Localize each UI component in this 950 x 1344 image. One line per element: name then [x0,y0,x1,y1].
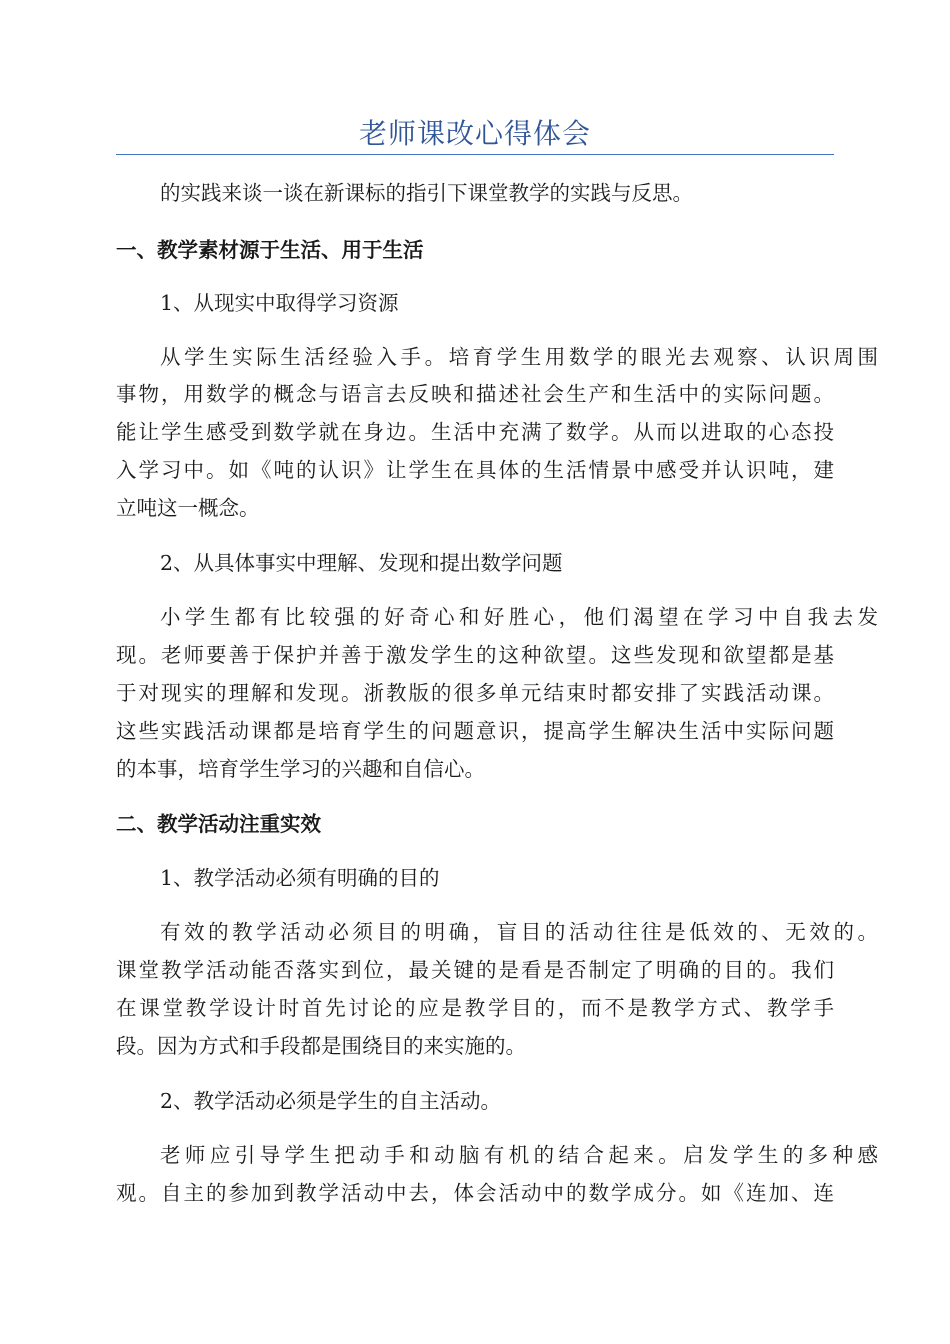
paragraph-line: 从学生实际生活经验入手。培育学生用数学的眼光去观察、认识周围 [160,345,878,369]
document-title: 老师课改心得体会 [358,117,591,150]
subheading-2-1: 1、教学活动必须有明确的目的 [160,866,440,890]
title-underline [116,154,834,155]
paragraph-line: 现。老师要善于保护并善于激发学生的这种欲望。这些发现和欲望都是基 [116,643,834,667]
paragraph-line: 在课堂教学设计时首先讨论的应是教学目的，而不是教学方式、教学手 [116,996,834,1020]
paragraph-line: 小学生都有比较强的好奇心和好胜心，他们渴望在学习中自我去发 [160,605,878,629]
paragraph-line: 的本事，培育学生学习的兴趣和自信心。 [116,757,485,781]
subheading-1-1: 1、从现实中取得学习资源 [160,291,399,315]
paragraph-line: 能让学生感受到数学就在身边。生活中充满了数学。从而以进取的心态投 [116,420,834,444]
paragraph-line: 事物，用数学的概念与语言去反映和描述社会生产和生活中的实际问题。 [116,382,834,406]
subheading-1-2: 2、从具体事实中理解、发现和提出数学问题 [160,551,563,575]
paragraph-line: 段。因为方式和手段都是围绕目的来实施的。 [116,1034,526,1058]
section-heading-1: 一、教学素材源于生活、用于生活 [116,238,424,262]
paragraph-line: 老师应引导学生把动手和动脑有机的结合起来。启发学生的多种感 [160,1143,878,1167]
paragraph-line: 观。自主的参加到教学活动中去，体会活动中的数学成分。如《连加、连 [116,1181,834,1205]
paragraph-line: 这些实践活动课都是培育学生的问题意识，提高学生解决生活中实际问题 [116,719,834,743]
subheading-2-2: 2、教学活动必须是学生的自主活动。 [160,1089,502,1113]
paragraph-line: 有效的教学活动必须目的明确，盲目的活动往往是低效的、无效的。 [160,920,878,944]
section-heading-2: 二、教学活动注重实效 [116,812,321,836]
paragraph-line: 的实践来谈一谈在新课标的指引下课堂教学的实践与反思。 [160,181,693,205]
paragraph-line: 于对现实的理解和发现。浙教版的很多单元结束时都安排了实践活动课。 [116,681,834,705]
paragraph-line: 入学习中。如《吨的认识》让学生在具体的生活情景中感受并认识吨，建 [116,458,834,482]
paragraph-line: 课堂教学活动能否落实到位，最关键的是看是否制定了明确的目的。我们 [116,958,834,982]
paragraph-line: 立吨这一概念。 [116,496,260,520]
